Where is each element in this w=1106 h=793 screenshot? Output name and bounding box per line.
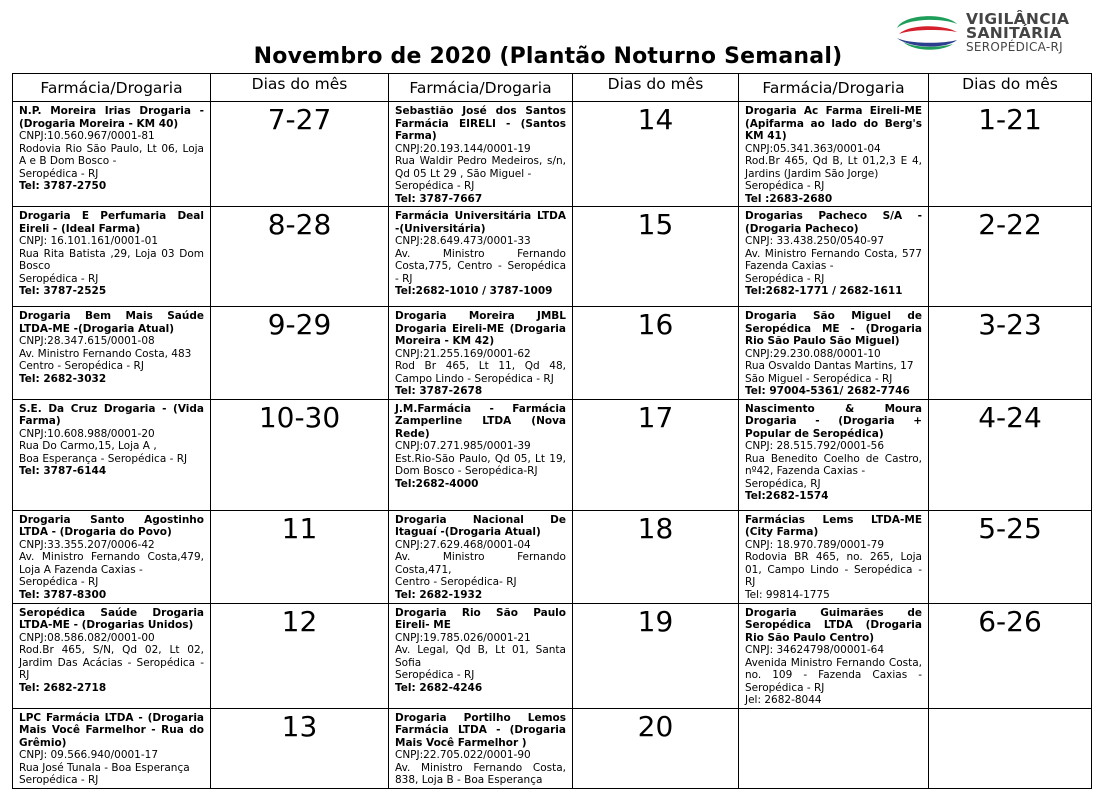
pharmacy-name: S.E. Da Cruz Drogaria - (Vida Farma) [19, 402, 204, 427]
pharmacy-name: Drogaria Ac Farma Eireli-ME (Apifarma ao lado do Berg's KM 41) [745, 105, 922, 142]
pharmacy-name: Drogaria Moreira JMBL Drogaria Eireli-ME (Drogaria Moreira - KM 42) [395, 310, 566, 347]
pharmacy-cell [389, 603, 573, 708]
pharmacy-name: Drogaria Guimarães de Seropédica LTDA (Drogaria Rio São Paulo Centro) [745, 606, 922, 644]
duty-days: 13 [211, 708, 389, 788]
pharmacy-name: Drogarias Pacheco S/A - (Drogaria Pacheco) [745, 210, 922, 235]
duty-days: 14 [573, 102, 739, 207]
pharmacy-detail-line: Boa Esperança - Seropédica - RJ [19, 452, 188, 465]
pharmacy-cell [13, 207, 211, 307]
pharmacy-cell [739, 510, 929, 603]
pharmacy-cell [739, 399, 929, 510]
pharmacy-detail-line: CNPJ:29.230.088/0001-10 [745, 347, 881, 360]
pharmacy-phone: Tel:2682-1771 / 2682-1611 [745, 285, 903, 297]
table-row [13, 207, 1092, 307]
pharmacy-cell [13, 510, 211, 603]
pharmacy-name: Drogaria Nacional De Itaguaí -(Drogaria Atual) [395, 513, 566, 538]
pharmacy-name: Drogaria Santo Agostinho LTDA - (Drogaria do Povo) [19, 513, 204, 538]
pharmacy-name: Drogaria E Perfumaria Deal Eireli - (Ideal Farma) [19, 210, 204, 235]
pharmacy-cell [739, 307, 929, 400]
pharmacy-name: N.P. Moreira Irias Drogaria - (Drogaria Moreira - KM 40) [19, 105, 204, 130]
pharmacy-cell [389, 102, 573, 207]
pharmacy-detail-line: CNPJ: 34624798/00001-64 [745, 644, 885, 656]
pharmacy-detail-line: Rodovia Rio São Paulo, Lt 06, Loja A e B Dom Bosco - [19, 142, 204, 167]
duty-days: 18 [573, 510, 739, 603]
pharmacy-name: Seropédica Saúde Drogaria LTDA-ME - (Drogarias Unidos) [19, 606, 204, 631]
duty-days: 9-29 [211, 307, 389, 400]
pharmacy-phone: Tel :2683-2680 [745, 192, 833, 205]
duty-days: 16 [573, 307, 739, 400]
pharmacy-detail-line: CNPJ: 33.438.250/0540-97 [745, 235, 885, 247]
pharmacy-detail-line: Av. Ministro Fernando Costa,775, Centro - Seropédica - RJ [395, 247, 566, 285]
pharmacy-phone: Tel: 2682-4246 [395, 681, 483, 694]
pharmacy-detail-line: Rua Do Carmo,15, Loja A , [19, 440, 157, 452]
pharmacy-detail-line: CNPJ:28.347.615/0001-08 [19, 335, 155, 347]
pharmacy-detail-line: Rod.Br 465, S/N, Qd 02, Lt 02, Jardim Das Acácias - Seropédica - RJ [19, 644, 204, 681]
table-row [13, 510, 1092, 603]
duty-days: 10-30 [211, 399, 389, 510]
pharmacy-detail-line: CNPJ:21.255.169/0001-62 [395, 347, 531, 360]
duty-days: 4-24 [929, 399, 1092, 510]
pharmacy-detail-line: Rua José Tunala - Boa Esperança [19, 761, 190, 774]
pharmacy-cell [389, 708, 573, 788]
table-row [13, 399, 1092, 510]
pharmacy-detail-line: Seropédica - RJ [19, 167, 99, 180]
pharmacy-phone: Tel: 97004-5361/ 2682-7746 [745, 385, 910, 397]
pharmacy-detail-line: Seropédica - RJ [19, 576, 99, 588]
pharmacy-detail-line: Rua Waldir Pedro Medeiros, s/n, Qd 05 Lt 29 , São Miguel - [395, 155, 566, 180]
pharmacy-detail-line: Av. Ministro Fernando Costa, 577 Fazenda Caxias - [745, 247, 922, 272]
pharmacy-phone: Tel:2682-1574 [745, 490, 829, 502]
pharmacy-detail-line: Rua Osvaldo Dantas Martins, 17 [745, 360, 914, 372]
pharmacy-name: Nascimento & Moura Drogaria - (Drogaria + Popular de Seropédica) [745, 402, 922, 440]
pharmacy-detail-line: CNPJ:10.608.988/0001-20 [19, 427, 155, 440]
duty-days: 20 [573, 708, 739, 788]
page-title: Novembro de 2020 (Plantão Noturno Semanal) [253, 44, 843, 69]
pharmacy-cell [389, 399, 573, 510]
pharmacy-cell [13, 307, 211, 400]
pharmacy-phone: Tel: 3787-6144 [19, 465, 107, 477]
pharmacy-detail-line: Tel: 99814-1775 [745, 588, 830, 601]
pharmacy-detail-line: Centro - Seropédica - RJ [19, 360, 144, 372]
pharmacy-phone: Tel: 3787-2750 [19, 180, 107, 192]
pharmacy-name: J.M.Farmácia - Farmácia Zamperline LTDA (Nova Rede) [395, 402, 566, 440]
pharmacy-detail-line: Rodovia BR 465, no. 265, Loja 01, Campo Lindo - Seropédica - RJ [745, 551, 922, 588]
pharmacy-detail-line: CNPJ:22.705.022/0001-90 [395, 749, 531, 761]
pharmacy-detail-line: CNPJ: 28.515.792/0001-56 [745, 440, 885, 452]
pharmacy-phone: Tel: 2682-1932 [395, 588, 483, 601]
pharmacy-cell [739, 102, 929, 207]
logo-line-1: VIGILÂNCIA [966, 10, 1070, 28]
pharmacy-name: Sebastião José dos Santos Farmácia EIRELI - (Santos Farma) [395, 105, 566, 142]
pharmacy-detail-line: São Miguel - Seropédica - RJ [745, 372, 893, 385]
pharmacy-detail-line: Avenida Ministro Fernando Costa, no. 109 - Fazenda Caxias - Seropédica - RJ [745, 656, 922, 694]
table-row [13, 603, 1092, 708]
pharmacy-phone: Tel: 3787-2678 [395, 385, 483, 397]
pharmacy-detail-line: Av. Legal, Qd B, Lt 01, Santa Sofia [395, 644, 566, 669]
pharmacy-detail-line: CNPJ: 09.566.940/0001-17 [19, 749, 159, 761]
pharmacy-name: Drogaria Rio São Paulo Eireli- ME [395, 606, 566, 631]
pharmacy-detail-line: Centro - Seropédica- RJ [395, 576, 517, 588]
pharmacy-detail-line: Jel: 2682-8044 [745, 694, 822, 706]
pharmacy-detail-line: CNPJ:33.355.207/0006-42 [19, 538, 155, 551]
duty-days: 19 [573, 603, 739, 708]
pharmacy-detail-line: Seropédica - RJ [745, 272, 825, 285]
pharmacy-name: Farmácia Universitária LTDA -(Universitária) [395, 210, 566, 235]
pharmacy-detail-line: CNPJ: 18.970.789/0001-79 [745, 538, 885, 551]
pharmacy-cell [13, 603, 211, 708]
duty-days: 3-23 [929, 307, 1092, 400]
duty-days: 2-22 [929, 207, 1092, 307]
duty-days: 5-25 [929, 510, 1092, 603]
duty-days: 1-21 [929, 102, 1092, 207]
table-row [13, 708, 1092, 788]
header-dias-2: Dias do mês [573, 74, 739, 102]
pharmacy-cell [13, 399, 211, 510]
pharmacy-cell [739, 207, 929, 307]
pharmacy-detail-line: Rod Br 465, Lt 11, Qd 48, Campo Lindo - Seropédica - RJ [395, 360, 566, 385]
pharmacy-phone: Tel: 2682-2718 [19, 681, 107, 694]
pharmacy-phone: Tel: 2682-3032 [19, 372, 107, 385]
header-farmacia-2: Farmácia/Drogaria [389, 74, 573, 102]
pharmacy-detail-line: CNPJ:27.629.468/0001-04 [395, 538, 531, 551]
pharmacy-detail-line: CNPJ:05.341.363/0001-04 [745, 142, 881, 155]
pharmacy-detail-line: Av. Ministro Fernando Costa, 483 [19, 347, 192, 360]
pharmacy-detail-line: Seropédica - RJ [19, 774, 99, 786]
pharmacy-name: Drogaria Bem Mais Saúde LTDA-ME -(Drogaria Atual) [19, 310, 204, 335]
pharmacy-detail-line: Rua Rita Batista ,29, Loja 03 Dom Bosco [19, 247, 204, 272]
duty-days: 11 [211, 510, 389, 603]
pharmacy-detail-line: CNPJ:20.193.144/0001-19 [395, 142, 531, 155]
pharmacy-cell [13, 708, 211, 788]
pharmacy-cell [739, 708, 929, 788]
header-dias-3: Dias do mês [929, 74, 1092, 102]
pharmacy-detail-line: Av. Ministro Fernando Costa,471, [395, 551, 566, 576]
pharmacy-phone: Tel: 3787-7667 [395, 192, 483, 205]
pharmacy-detail-line: CNPJ: 16.101.161/0001-01 [19, 235, 159, 247]
pharmacy-detail-line: CNPJ:10.560.967/0001-81 [19, 130, 155, 142]
pharmacy-cell [389, 510, 573, 603]
pharmacy-cell [389, 307, 573, 400]
pharmacy-phone: Tel: 3787-2525 [19, 285, 107, 297]
table-row [13, 102, 1092, 207]
schedule-table [12, 73, 1092, 789]
pharmacy-detail-line: CNPJ:08.586.082/0001-00 [19, 631, 155, 644]
duty-days [929, 708, 1092, 788]
duty-days: 12 [211, 603, 389, 708]
pharmacy-detail-line: Av. Ministro Fernando Costa,479, Loja A Fazenda Caxias - [19, 551, 204, 576]
pharmacy-name: Drogaria São Miguel de Seropédica ME - (Drogaria Rio São Paulo São Miguel) [745, 310, 922, 347]
pharmacy-name: Drogaria Portilho Lemos Farmácia LTDA - (Drogaria Mais Você Farmelhor ) [395, 711, 566, 749]
duty-days: 17 [573, 399, 739, 510]
pharmacy-phone: Tel: 3787-8300 [19, 588, 107, 601]
pharmacy-detail-line: CNPJ:28.649.473/0001-33 [395, 235, 531, 247]
duty-days: 8-28 [211, 207, 389, 307]
header-farmacia-3: Farmácia/Drogaria [739, 74, 929, 102]
header-farmacia-1: Farmácia/Drogaria [13, 74, 211, 102]
logo-line-3: SEROPÉDICA-RJ [966, 40, 1064, 54]
pharmacy-detail-line: Est.Rio-São Paulo, Qd 05, Lt 19, Dom Bosco - Seropédica-RJ [395, 452, 566, 477]
pharmacy-detail-line: Rua Benedito Coelho de Castro, nº42, Fazenda Caxias - [745, 452, 922, 477]
duty-days: 15 [573, 207, 739, 307]
pharmacy-detail-line: Rod.Br 465, Qd B, Lt 01,2,3 E 4, Jardins (Jardim São Jorge) [745, 155, 922, 180]
pharmacy-phone: Tel:2682-4000 [395, 477, 479, 490]
header-row [13, 74, 1092, 102]
logo-line-2: SANITÁRIA [966, 24, 1062, 42]
pharmacy-detail-line: Seropédica, RJ [745, 477, 821, 490]
pharmacy-detail-line: Seropédica - RJ [395, 180, 475, 192]
pharmacy-detail-line: Av. Ministro Fernando Costa, 838, Loja B - Boa Esperança [395, 761, 566, 786]
pharmacy-detail-line: Seropédica - RJ [395, 669, 475, 681]
pharmacy-detail-line: Seropédica - RJ [19, 272, 99, 285]
header-dias-1: Dias do mês [211, 74, 389, 102]
pharmacy-cell [739, 603, 929, 708]
pharmacy-cell [13, 102, 211, 207]
pharmacy-cell [389, 207, 573, 307]
pharmacy-phone: Tel:2682-1010 / 3787-1009 [395, 285, 553, 297]
table-row [13, 307, 1092, 400]
pharmacy-detail-line: CNPJ:07.271.985/0001-39 [395, 440, 531, 452]
pharmacy-name: Farmácias Lems LTDA-ME (City Farma) [745, 513, 922, 538]
pharmacy-detail-line: Seropédica - RJ [745, 180, 825, 192]
duty-days: 7-27 [211, 102, 389, 207]
pharmacy-name: LPC Farmácia LTDA - (Drogaria Mais Você Farmelhor - Rua do Grêmio) [19, 711, 204, 749]
duty-days: 6-26 [929, 603, 1092, 708]
pharmacy-detail-line: CNPJ:19.785.026/0001-21 [395, 631, 531, 644]
